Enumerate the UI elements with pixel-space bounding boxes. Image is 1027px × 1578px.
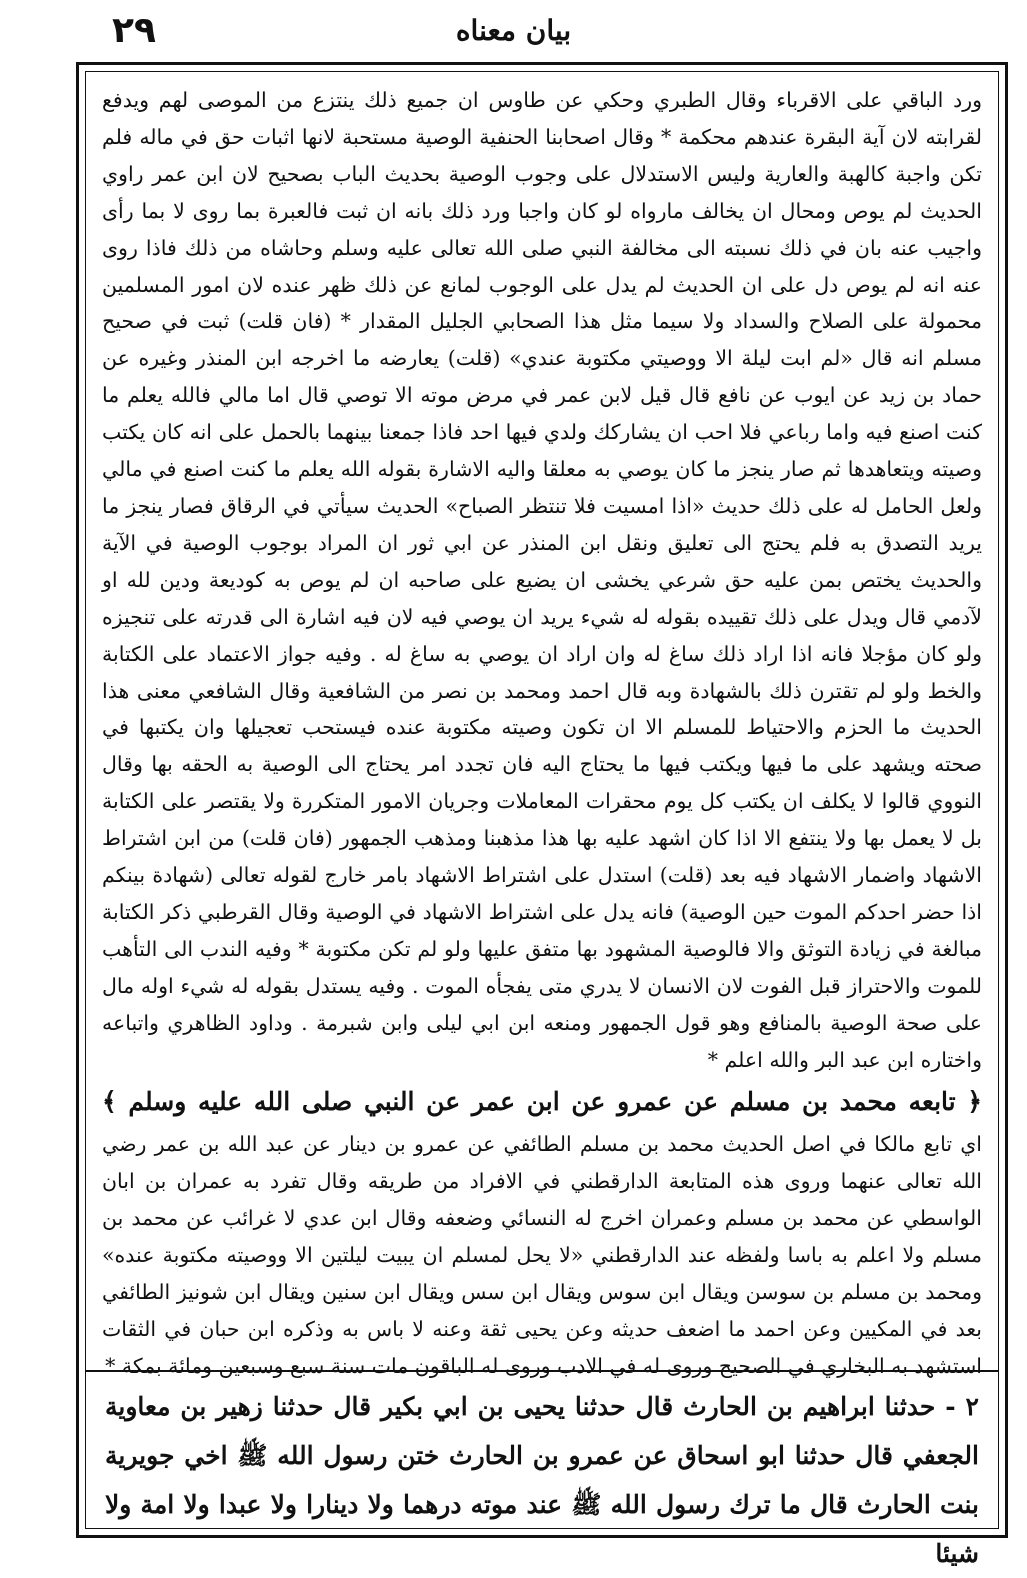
page-outer-frame [76,62,1008,1568]
section-heading: ﴿ تابعه محمد بن مسلم عن عمرو عن ابن عمر عن النبي صلى الله عليه وسلم ﴾ [102,1087,982,1117]
page-header [0,0,1027,62]
running-title: بيان معناه [455,14,572,47]
hadith-number: ٢ [965,1392,979,1421]
page-number: ٢٩ [112,10,156,51]
commentary-paragraph-top: ورد الباقي على الاقرباء وقال الطبري وحكي عن طاوس ان جميع ذلك ينتزع من الموصى لهم ويدفع لقرابته لان آية البقرة عندهم محكمة * وقال اصحابنا الحنفية الوصية مستحبة لانها اثبات حق في ماله فلم تكن واجبة كالهبة والعارية وليس الاستدلال على وجوب الوصية بحديث الباب بصحيح لان ابن عمر راوي الحديث لم يوص ومحال ان يخالف مارواه لو كان واجبا ورد ذلك بانه ان ثبت فالعبرة بما روى لا بما رأى واجيب عنه بان في ذلك نسبته الى مخالفة النبي صلى الله تعالى عليه وسلم وحاشاه من ذلك فاذا روى عنه انه لم يوص دل على ان الحديث لم يدل على الوجوب لمانع عن ذلك ظهر عنده لان امور المسلمين محمولة على الصلاح والسداد ولا سيما مثل هذا الصحابي الجليل المقدار * (فان قلت) ثبت في صحيح مسلم انه قال «لم ابت ليلة الا ووصيتي مكتوبة عندي» (قلت) يعارضه ما اخرجه ابن المنذر وغيره عن حماد بن زيد عن ايوب عن نافع قال قيل لابن عمر في مرض موته الا توصي قال اما مالي فالله يعلم ما كنت اصنع فيه واما رباعي فلا احب ان يشاركك ولدي فيها احد فاذا جمعنا بينهما بالحمل على انه كان يكتب وصيته ويتعاهدها ثم صار ينجز ما كان يوصي به معلقا واليه الاشارة بقوله الله يعلم ما كنت اصنع في مالي ولعل الحامل له على ذلك حديث «اذا امسيت فلا تنتظر الصباح» الحديث سيأتي في الرقاق فصار ينجز ما يريد التصدق به فلم يحتج الى تعليق ونقل ابن المنذر عن ابي ثور ان المراد بوجوب الوصية في الآية والحديث يختص بمن عليه حق شرعي يخشى ان يضيع على صاحبه ان لم يوص به كوديعة ودين لله او لآدمي قال ويدل على ذلك تقييده بقوله له شيء يريد ان يوصي فيه لان فيه اشارة الى قدرته على تنجيزه ولو كان مؤجلا فانه اذا اراد ذلك ساغ له وان اراد ان يوصي به ساغ له . وفيه جواز الاعتماد على الكتابة والخط ولو لم تقترن ذلك بالشهادة وبه قال احمد ومحمد بن نصر من الشافعية وقال الشافعي معنى هذا الحديث ما الحزم والاحتياط للمسلم الا ان تكون وصيته مكتوبة عنده فيستحب تعجيلها وان يكتبها في صحته ويشهد على ما فيها ويكتب فيها ما يحتاج اليه فان تجدد امر يحتاج الى الوصية به الحقه بها وقال النووي قالوا لا يكلف ان يكتب كل يوم محقرات المعاملات وجريان الامور المتكررة ولا يقتصر على الكتابة بل لا يعمل بها ولا ينتفع الا اذا كان اشهد عليه بها هذا مذهبنا ومذهب الجمهور (فان قلت) من ابن اشتراط الاشهاد واضمار الاشهاد فيه بعد (قلت) استدل على اشتراط الاشهاد بامر خارج لقوله تعالى (شهادة بينكم اذا حضر احدكم الموت حين الوصية) فانه يدل على اشتراط الاشهاد في الوصية وقال القرطبي ذكر الكتابة مبالغة في زيادة التوثق والا فالوصية المشهود بها متفق عليها ولو لم تكن مكتوبة * وفيه الندب الى التأهب للموت والاحتراز قبل الفوت لان الانسان لا يدري متى يفجأه الموت . وفيه يستدل بقوله له شيء اوله مال على صحة الوصية بالمنافع وهو قول الجمهور ومنعه ابن ابي ليلى وابن شبرمة . وداود الظاهري واتباعه واختاره ابن عبد البر والله اعلم * [102,88,982,1072]
commentary-section [102,82,982,1385]
page-inner-frame [85,71,999,1529]
hadith-text: ٢ - حدثنا ابراهيم بن الحارث قال حدثنا يحيى بن ابي بكير قال حدثنا زهير بن معاوية الجعفي قال حدثنا ابو اسحاق عن عمرو بن الحارث ختن رسول الله ﷺ اخي جويرية بنت الحارث قال ما ترك رسول الله ﷺ عند موته درهما ولا دينارا ولا عبدا ولا امة ولا شيئا [105,1392,979,1568]
hadith-block [85,1370,999,1568]
hadith-body: حدثنا ابراهيم بن الحارث قال حدثنا يحيى بن ابي بكير قال حدثنا زهير بن معاوية الجعفي قال حدثنا ابو اسحاق عن عمرو بن الحارث ختن رسول الله ﷺ اخي جويرية بنت الحارث قال ما ترك رسول الله ﷺ عند موته درهما ولا دينارا ولا عبدا ولا امة ولا شيئا [105,1392,979,1568]
commentary-paragraph-bottom: اي تابع مالكا في اصل الحديث محمد بن مسلم الطائفي عن عمرو بن دينار عن عبد الله بن عمر رضي الله تعالى عنهما وروى هذه المتابعة الدارقطني في الافراد من طريقه وقال تفرد به عمران بن ابان الواسطي عن محمد بن مسلم وعمران اخرج له النسائي وضعفه وقال ابن عدي لا غرائب عن محمد بن مسلم ولا اعلم به باسا ولفظه عند الدارقطني «لا يحل لمسلم ان يبيت ليلتين الا ووصيته مكتوبة عنده» ومحمد بن مسلم بن سوسن ويقال ابن سوس ويقال ابن سس ويقال ابن سنين ويقال ابن شونيز الطائفي بعد في المكيين وعن احمد ما اضعف حديثه وعن يحيى ثقة وعنه لا باس به وذكره ابن حبان في الثقات استشهد به البخاري في الصحيح وروى له في الادب وروى له الباقون مات سنة سبع وسبعين ومائة بمكة * [102,1132,982,1378]
